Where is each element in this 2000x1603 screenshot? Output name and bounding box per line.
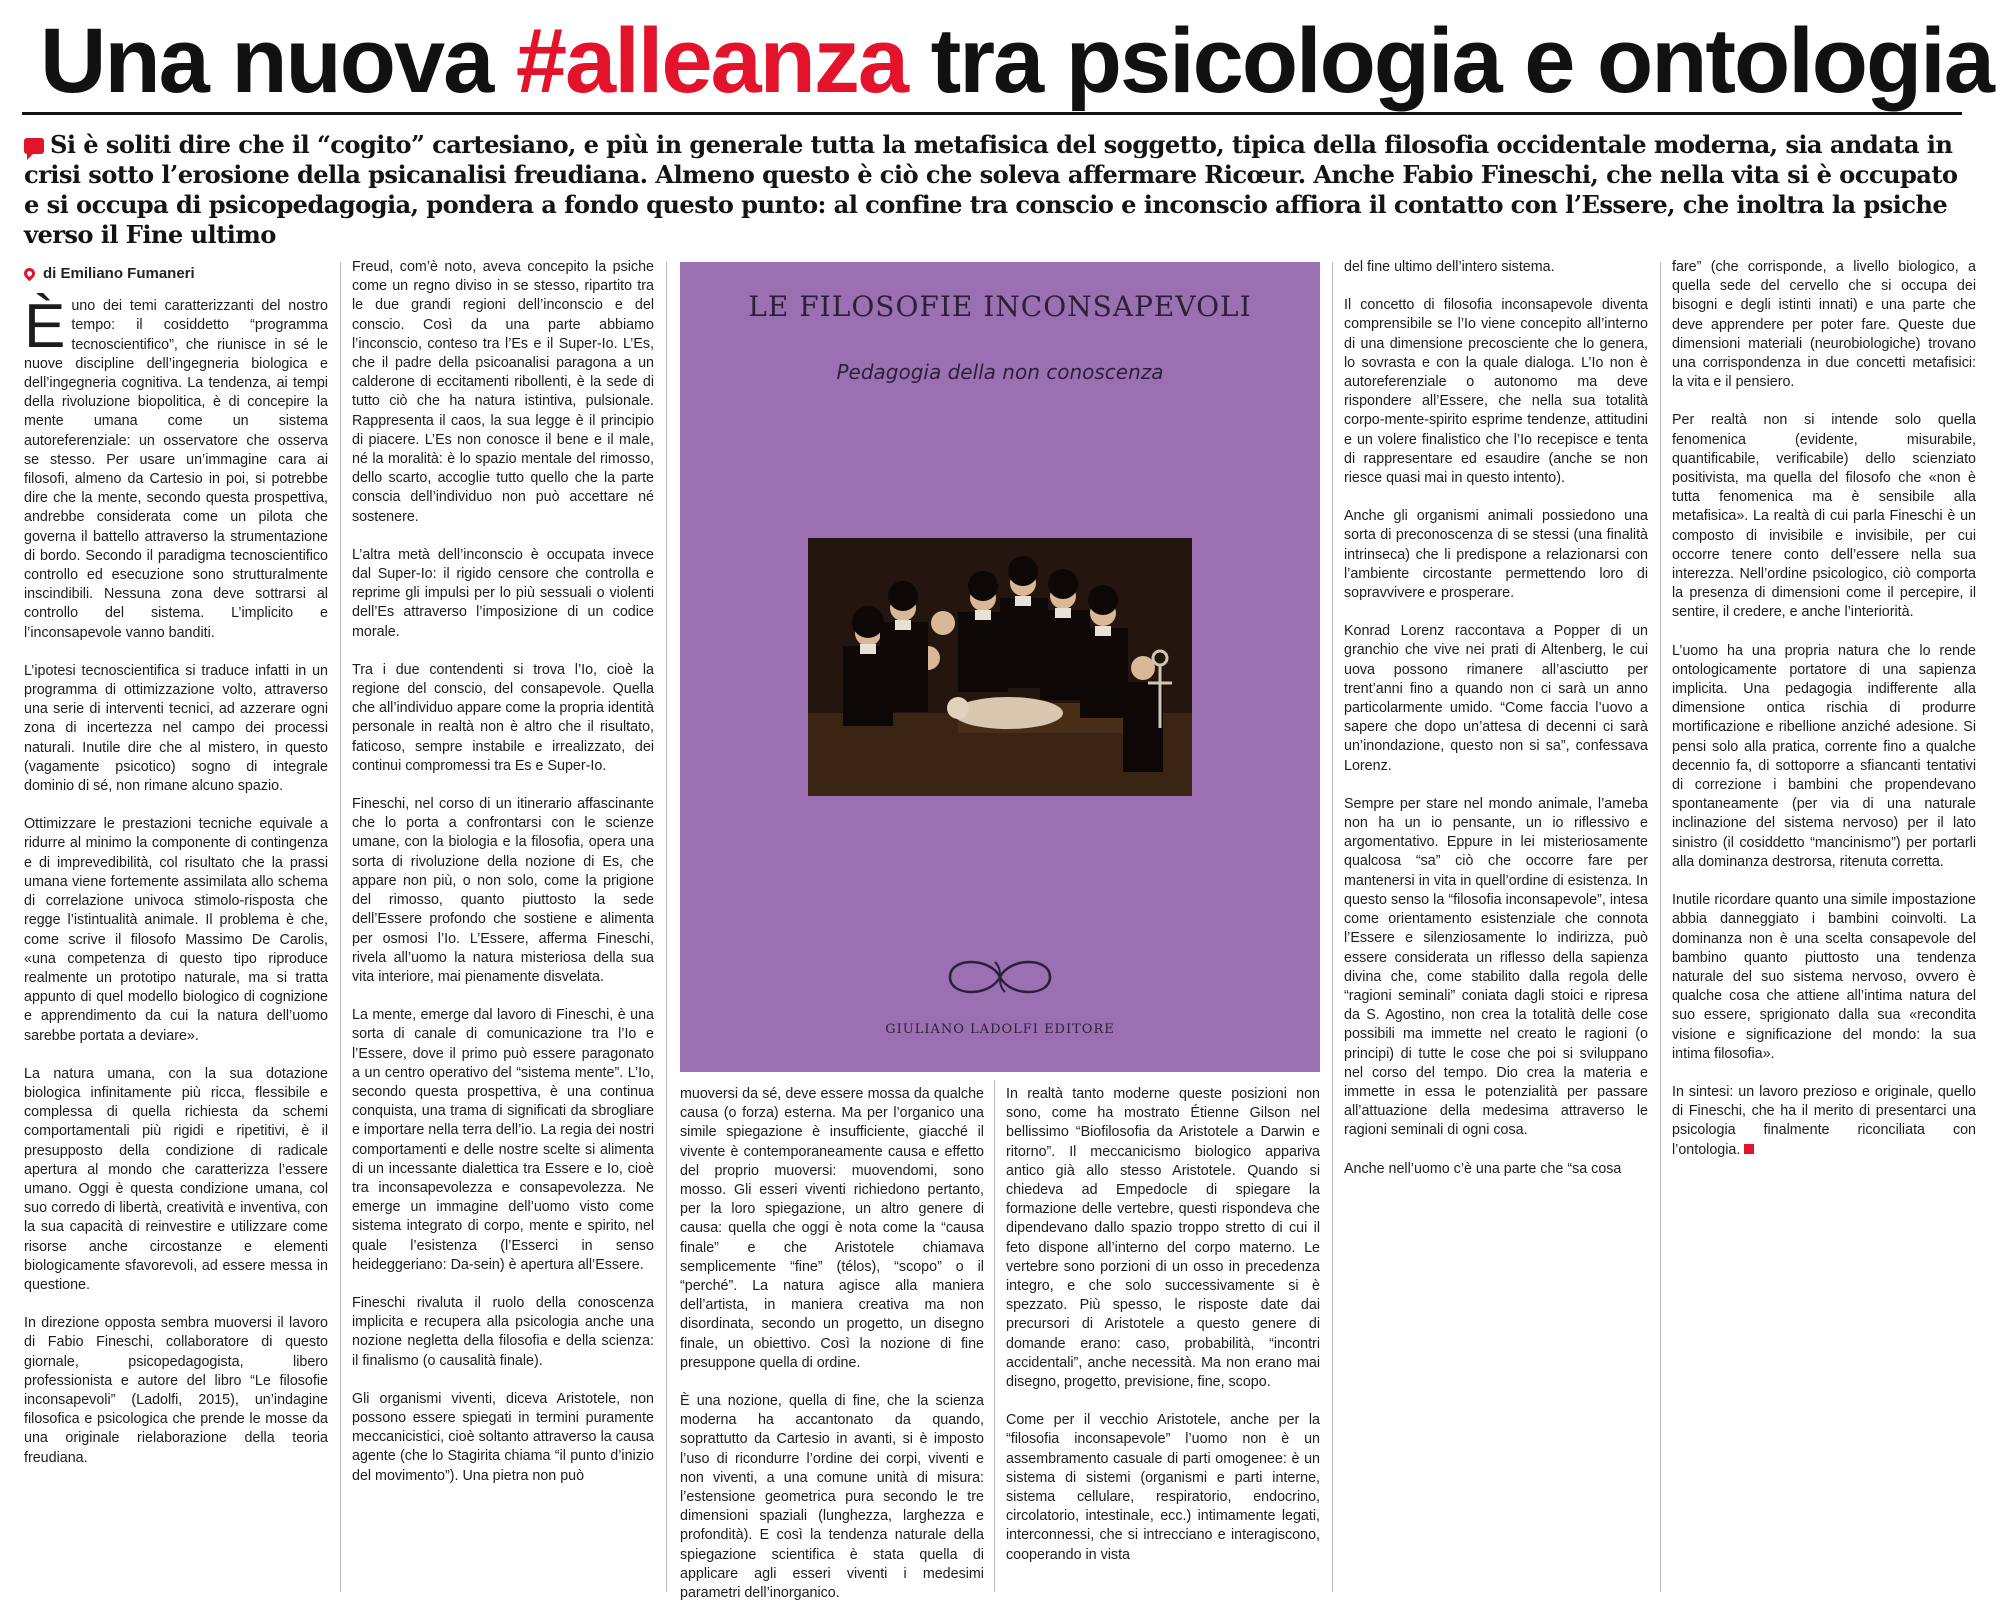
paragraph: Come per il vecchio Aristotele, anche per la “filosofia inconsapevole” l’uomo non è un assembramento casuale di parti omogenee: è un sistema di sistemi (organismi e parti interne, sistema cellulare, respiratorio, endocrino, circolatorio, intestinale, ecc.) intimamente legati, interconnessi, che si intrecciano e interagiscono, cooperando in vista [1006,1412,1320,1563]
paragraph: L’ipotesi tecnoscientifica si traduce infatti in un programma di ottimizzazione volto, attraverso una serie di interventi tecnici, ad azzerare ogni zona di incertezza nel campo dei processi naturali. Inutile dire che al mistero, in questo (vagamente psicotico) sogno di integrale dominio di sé, non rimane alcuno spazio. [24,662,328,795]
paragraph: In realtà tanto moderne queste posizioni non sono, come ha mostrato Étienne Gilson nel bellissimo “Biofilosofia da Aristotele a Darwin e ritorno”. Il meccanicismo biologico appariva antico già allo stesso Aristotele. Quando si chiedeva ad Empedocle di spiegare la formazione delle vertebre, questi rispondeva che dipendevano dallo spazio troppo stretto di cui il feto dispone all’interno del corpo materno. Le vertebre sono porzioni di un osso in precedenza integro, e che solo successivamente si è spezzato. Più spesso, le risposte date dai precursori di Aristotele a questo genere di domande erano: caso, probabilità, “incontri accidentali”, anche necessità. Ma non erano mai disegno, progetto, previsione, fine, scopo. [1006,1086,1320,1391]
paragraph: Gli organismi viventi, diceva Aristotele, non possono essere spiegati in termini puramente meccanicistici, cioè soltanto attraverso la causa agente (che lo Stagirita chiama “il punto d’inizio del movimento”). Una pietra non può [352,1390,654,1484]
lead-paragraph [24,130,1964,249]
paragraph: In direzione opposta sembra muoversi il lavoro di Fabio Fineschi, collaboratore di questo giornale, psicopedagogista, libero professionista e autore del libro “Le filosofie inconsapevoli” (Ladolfi, 2015), un’indagine filosofica e psicologica che prende le mosse da una originale rielaborazione della teoria freudiana. [24,1315,328,1466]
headline [40,6,1993,116]
headline-part1: Una nuova [40,10,516,112]
paragraph: Fineschi, nel corso di un itinerario affascinante che lo porta a confrontarsi con le scienze umane, con la biologia e la filosofia, opera una sorta di rivoluzione della nozione di Es, che appare non più, o non solo, come la prigione del rimosso, quanto piuttosto la sede dell’Essere profondo che sostiene e alimenta per osmosi l’Io. L’Essere, afferma Fineschi, rivela all’uomo la natura misteriosa della sua vita interiore, mai pienamente disvelata. [352,796,654,985]
paragraph: Sempre per stare nel mondo animale, l’ameba non ha un io pensante, un io riflessivo e argomentativo. Eppure in lei misteriosamente qualcosa “sa” ciò che occorre fare per mantenersi in vita in quell’ordine di esistenza. In questo senso la “filosofia inconsapevole”, intesa come orientamento esistenziale che connota l’Essere e silenziosamente lo indirizza, può essere considerata un riflesso della sapienza divina che, come stabilito dalla regola delle “ragioni seminali” coniata dagli stoici e ripresa da S. Agostino, non crea la totalità delle cose possibili ma immette nel creato le ragioni (o principi) di tutte le cose che poi si sviluppano nel corso del tempo. Dio crea la materia e immette in essa le potenzialità per passare all’attuazione della medesima attraverso le ragioni seminali di ogni cosa. [1344,795,1648,1139]
column-divider [340,262,341,1592]
paragraph: La natura umana, con la sua dotazione biologica infinitamente più ricca, flessibile e complessa di quella richiesta da schemi comportamentali più rigidi e ripetitivi, è il presupposto della condizione di radicale apertura al mondo che caratterizza l’essere umano. Oggi è questa condizione umana, col suo corredo di libertà, creatività e inventiva, con la sua capacità di reinvestire e utilizzare come risorse anche circostanze e elementi biologicamente sfavorevoli, ad essere messa in questione. [24,1065,328,1293]
article-column-2 [352,258,654,1592]
article-column-5 [1344,258,1648,1592]
paragraph: L’uomo ha una propria natura che lo rende ontologicamente portatore di una sapienza implicita. Una pedagogia indifferente alla dimensione ontica rischia di produrre mortificazione e ribellione anziché adesione. Si pensi solo alla pratica, corrente fino a qualche decennio fa, di sottoporre a sfiancanti tentativi di correzione i bambini che propendevano spontaneamente (per via di una naturale inclinazione del sistema nervoso) per il lato sinistro (il cosiddetto “mancinismo”) per portarli alla dominanza destrorsa, ritenuta corretta. [1672,642,1976,870]
book-title: LE FILOSOFIE INCONSAPEVOLI [748,290,1252,323]
paragraph: Inutile ricordare quanto una simile impostazione abbia danneggiato i bambini coinvolti. La dominanza non è una scelta consapevole del bambino quanto piuttosto una tendenza naturale del suo sistema nervoso, ovvero è qualche cosa che attiene all’intima natura del suo essere, sprigionato dalla sua «recondita visione e significazione del mondo: la sua intima filosofia». [1672,892,1976,1062]
article-column-3 [680,1085,984,1602]
location-pin-icon [22,266,38,282]
column-divider [1332,262,1333,1592]
column-divider [994,1080,995,1592]
painting-illustration [808,538,1192,796]
paragraph: Konrad Lorenz raccontava a Popper di un granchio che vive nei prati di Altenberg, le cui uova possono rimanere all’asciutto per trent’anni fino a quando non ci sarà un anno particolarmente umido. “Come faccia l’uovo a sapere che dopo un’attesa di decenni ci sarà un’inondazione, questo non si sa”, confessava Lorenz. [1344,623,1648,774]
paragraph [1672,1083,1976,1160]
paragraph: fare” (che corrisponde, a livello biologico, a quella sede del cervello che si occupa dei bisogni e degli istinti innati) e una parte che deve apprendere per poter fare. Queste due dimensioni materiali (neurobiologiche) trovano una corrispondenza in due concetti metafisici: la vita e il pensiero. [1672,259,1976,391]
paragraph: Freud, com’è noto, aveva concepito la psiche come un regno diviso in se stesso, ripartito tra le due grandi regioni dell’inconscio e del conscio. Così da una parte abbiamo l’inconscio, conteso tra l’Es e il Super-Io. L’Es, che il padre della psicoanalisi paragona a un calderone di eccitamenti ribollenti, è la sede di tutto ciò che ha natura istintiva, pulsionale. Rappresenta il caos, la sua legge è il principio di piacere. L’Es non conosce il bene e il male, né la moralità: è lo spazio mentale del rimosso, dello scarto, accoglie tutto quello che la parte conscia dell’individuo non può accettare né sostenere. [352,259,654,525]
anatomy-lesson-painting [808,538,1192,796]
paragraph: Fineschi rivaluta il ruolo della conoscenza implicita e recupera alla psicologia anche una nozione negletta della filosofia e della scienza: il finalismo (o causalità finale). [352,1294,654,1369]
paragraph-text: uno dei temi caratterizzanti del nostro tempo: il cosiddetto “programma tecnoscientifico”, che riunisce in sé le nuove discipline dell’ingegneria biologica e dell’ingegneria cognitiva. La tendenza, ai tempi della rivoluzione biopolitica, è di concepire la mente umana come un sistema autoreferenziale: un osservatore che osserva se stesso. Per usare un’immagine cara ai filosofi, almeno da Cartesio in poi, si potrebbe dire che la mente, secondo questa prospettiva, andrebbe considerata come un pilota che governa il battello attraverso la strumentazione di bordo. Secondo il paradigma tecnoscientifico controllo ed esecuzione sono strutturalmente inscindibili. Nessuna zona deve sottrarsi al controllo del sistema. L’implicito e l’inconsapevole vanno banditi. [24,298,328,641]
paragraph [24,292,328,643]
article-column-6 [1672,258,1976,1592]
ornament-icon [940,952,1060,1002]
column-divider [666,262,667,1592]
book-subtitle: Pedagogia della non conoscenza [836,360,1164,384]
end-mark-icon [1744,1144,1754,1154]
lead-text: Si è soliti dire che il “cogito” cartesiano, e più in generale tutta la metafisica del soggetto, tipica della filosofia occidentale moderna, sia andata in crisi sotto l’erosione della psicanalisi freudiana. Almeno questo è ciò che soleva affermare Ricœur. Anche Fabio Fineschi, che nella vita si è occupato e si occupa di psicopedagogia, pondera a fondo questo punto: al confine tra conscio e inconscio affiora il contatto con l’Essere, che inoltra la psiche verso il Fine ultimo [24,130,1958,249]
book-publisher: GIULIANO LADOLFI EDITORE [885,1022,1115,1037]
headline-rule [22,112,1962,115]
paragraph: Il concetto di filosofia inconsapevole diventa comprensibile se l’Io viene concepito all’interno di una dimensione precosciente che lo genera, lo sovrasta e con la quale dialoga. L’Io non è autoreferenziale o autonomo ma deve rispondere all’Essere, che nella sua totalità corpo-mente-spirito esprime tendenze, attitudini e un volere finalistico che l’Io recepisce e tenta di rappresentare ed esaudire (anche se non riesce quasi mai in questo intento). [1344,297,1648,487]
article-column-4 [1006,1085,1320,1592]
headline-part2: tra psicologia e ontologia [907,10,1993,112]
paragraph: L’altra metà dell’inconscio è occupata invece dal Super-Io: il rigido censore che controlla e reprime gli impulsi per lo più sessuali o violenti dell’Es attraverso l’imposizione di un codice morale. [352,546,654,640]
speech-bubble-icon [24,138,44,154]
paragraph: È una nozione, quella di fine, che la scienza moderna ha accantonato da quando, soprattutto da Cartesio in avanti, si è imposto l’uso di ricondurre l’ordine dei corpi, viventi e non viventi, a una comune unità di misura: l’estensione geometrica pura secondo le tre dimensioni spaziali (lunghezza, larghezza e profondità). E così la tendenza naturale della spiegazione scientifica è stata quella di applicare agli esseri viventi i medesimi parametri dell’inorganico. [680,1393,984,1602]
book-cover-image [680,262,1320,1072]
paragraph-text: In sintesi: un lavoro prezioso e originale, quello di Fineschi, che ha il merito di presentarci una psicologia finalmente riconciliata con l’ontologia. [1672,1083,1976,1158]
paragraph: del fine ultimo dell’intero sistema. [1344,259,1555,275]
paragraph: Ottimizzare le prestazioni tecniche equivale a ridurre al minimo la componente di contingenza e di imprevedibilità, col risultato che la prassi umana viene fortemente assimilata allo schema di correlazione univoca stimolo-risposta che regge l’istintualità animale. Il problema è che, come scrive il filosofo Massimo De Carolis, «una competenza di questo tipo riproduce realmente un prototipo naturale, ma si tratta appunto di quel modello biologico di cognizione e apprendimento da cui la natura dell’uomo sarebbe portata a deviare». [24,816,328,1044]
paragraph: La mente, emerge dal lavoro di Fineschi, è una sorta di canale di comunicazione tra l’Io e l’Essere, dove il primo può essere paragonato a un centro operativo del “sistema mente”. L’Io, secondo questa prospettiva, è una continua conquista, una trama di significati da sbrogliare e importare nella terra dell’io. La regia dei nostri comportamenti e delle nostre scelte si alimenta di un incessante dialettica tra Essere e Io, cioè tra inconsapevolezza e consapevolezza. Ne emerge un immagine dell’uomo visto come sistema integrato di corpo, mente e spirito, nel quale l’esistenza (l’Esserci in senso heideggeriano: Da-sein) è apertura all’Essere. [352,1007,654,1273]
headline-hashtag: #alleanza [515,10,908,112]
paragraph: Tra i due contendenti si trova l’Io, cioè la regione del conscio, del consapevole. Quella che all’individuo appare come la propria identità personale in realtà non è altro che il risultato, faticoso, sempre instabile e irrealizzato, dei continui compromessi tra Es e Super-Io. [352,661,655,774]
column-divider [1660,262,1661,1592]
article-column-1 [24,258,328,1592]
paragraph: Anche nell’uomo c’è una parte che “sa cosa [1344,1160,1622,1177]
drop-cap: È [24,292,66,362]
byline-text: di Emiliano Fumaneri [43,265,195,282]
paragraph: Anche gli organismi animali possiedono una sorta di preconoscenza di se stessi (una finalità intrinseca) che li predispone a relazionarsi con l’ambiente circostante permettendo loro di sopravvivere e prosperare. [1344,508,1648,602]
paragraph: muoversi da sé, deve essere mossa da qualche causa (o forza) esterna. Ma per l’organico una simile spiegazione è insufficiente, giacché il vivente è contemporaneamente causa e effetto del proprio muoversi: muovendomi, sono mosso. Gli esseri viventi richiedono pertanto, per la loro spiegazione, un altro genere di causa: quella che oggi è nota come la “causa finale” e che Aristotele chiamava semplicemente “fine” (télos), “scopo” o il “perché”. La natura agisce alla maniera dell’artista, in maniera creativa ma non disordinata, secondo un progetto, un disegno finale, un obiettivo. Così la nozione di fine presuppone quella di ordine. [680,1086,984,1371]
paragraph: Per realtà non si intende solo quella fenomenica (evidente, misurabile, quantificabile, verificabile) dello scienziato positivista, ma quella del filosofo che «non è tutta fenomenica ma è sensibile alla metafisica». La realtà di cui parla Fineschi è un composto di invisibile e invisibile, per cui occorre tenere conto dell’essere nella sua interezza. Nell’ordine psicologico, ciò comporta la presenza di dimensioni come il percepire, il sentire, il credere, e anche l’interiorità. [1672,412,1976,621]
byline [24,264,328,283]
